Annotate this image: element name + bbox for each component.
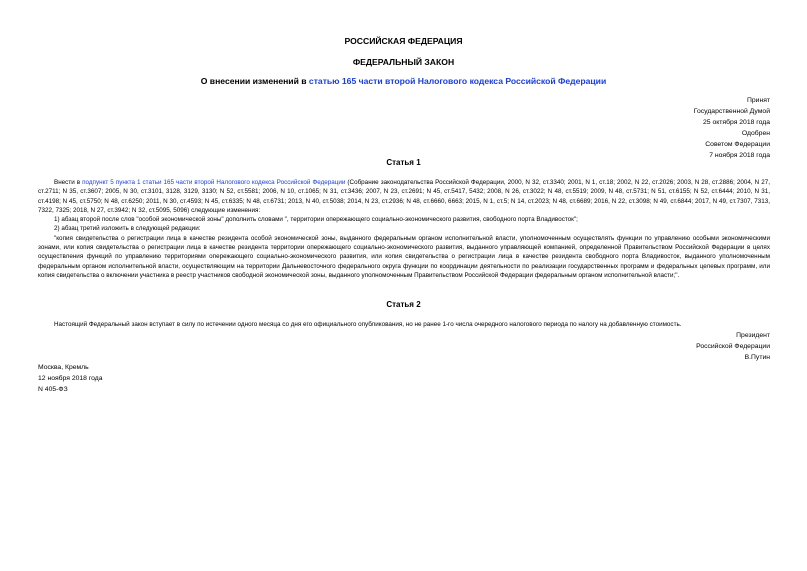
article-1-body xyxy=(38,178,770,280)
article-1-heading: Статья 1 xyxy=(386,158,421,167)
approved-label: Одобрен xyxy=(741,129,770,137)
adoption-block xyxy=(694,96,770,161)
article-1-item-2: 2) абзац третий изложить в следующей редакции: xyxy=(54,225,201,233)
signature-block xyxy=(696,330,770,363)
signature-name: В.Путин xyxy=(744,354,770,361)
accepted-by: Государственной Думой xyxy=(693,107,770,115)
law-type-heading: ФЕДЕРАЛЬНЫЙ ЗАКОН xyxy=(352,57,455,67)
law-number: N 405-ФЗ xyxy=(38,386,68,393)
article-2-body xyxy=(38,320,770,329)
signature-country: Российской Федерации xyxy=(696,343,770,350)
article-1-intro-rest: (Собрание законодательства Российской Федерации, 2000, N 32, ст.3340; 2001, N 1, ст.18; 2002, N 22, ст.2026; 2003, N 28, ст.2886; 2004, N 27, ст.2711; N 35, ст.3607; 2005, N 30, ст.3101, 3128, 3129, 3130; N 52, ст.5581; 2006, N 10, ст.1065; N 31, ст.3436; 2007, N 23, ст.2691; N 45, ст.5417, 5432; 2008, N 26, ст.3022; N 48, ст.5519; 2009, N 48, ст.5731; N 51, ст.6155; N 52, ст.6444; 2010, N 31, ст.4198; N 45, ст.5750; N 48, ст.6250; 2011, N 30, ст.4593; N 45, ст.6335; N 48, ст.6731; 2013, N 40, ст.5038; 2014, N 23, ст.2936; N 48, ст.6660, 6663; 2015, N 1, ст.5; N 14, ст.2023; N 48, ст.6689; 2016, N 22, ст.3098; N 49, ст.6844; 2017, N 49, ст.7307, 7313, 7322, 7325; 2018, N 27, ст.3942; N 32, ст.5095, 5096) следующие изменения: xyxy=(38,179,770,214)
accepted-date: 25 октября 2018 года xyxy=(703,118,770,126)
law-title-link[interactable]: статью 165 части второй Налогового кодекса Российской Федерации xyxy=(308,76,607,86)
place-date: 12 ноября 2018 года xyxy=(38,375,103,382)
article-2-text: Настоящий Федеральный закон вступает в силу по истечении одного месяца со дня его официального опубликования, но не ранее 1-го числа очередного налогового периода по налогу на добавленную стоимость. xyxy=(54,321,682,328)
law-title-prefix: О внесении изменений в xyxy=(200,76,309,86)
approved-by: Советом Федерации xyxy=(705,140,770,148)
accepted-label: Принят xyxy=(746,97,770,104)
article-1-intro-prefix: Внести в xyxy=(54,179,83,186)
country-heading: РОССИЙСКАЯ ФЕДЕРАЦИЯ xyxy=(344,36,463,46)
article-2-heading: Статья 2 xyxy=(386,300,421,309)
article-1-item-1: 1) абзац второй после слов "особой экономической зоны" дополнить словами ", территории опережающего социально-экономического развития, свободного порта Владивосток"; xyxy=(54,216,578,224)
article-1-intro xyxy=(38,178,770,215)
law-title xyxy=(0,76,807,86)
article-1-quote: "копия свидетельства о регистрации лица в качестве резидента особой экономической зоны, выданного федеральным органом исполнительной власти, уполномоченным осуществлять функции по управлению особыми экономическими зонами, или копия свидетельства о регистрации лица в качестве резидента территории опережающего социально-экономического развития, выданного управляющей компанией, определенной Правительством Российской Федерации в целях осуществления функций по управлению территориями опережающего социально-экономического развития, или копия свидетельства о регистрации лица в качестве резидента свободного порта Владивосток, выданного уполномоченным федеральным органом исполнительной власти, осуществляющим на территории Дальневосточного федерального округа функции по координации деятельности по реализации государственных программ и федеральных целевых программ, или копия свидетельства о включении участника в реестр участников свободной экономической зоны, выданного уполномоченным Правительством Российской Федерации федеральным органом исполнительной власти;". xyxy=(38,234,770,279)
place-city: Москва, Кремль xyxy=(38,364,89,371)
signature-role: Президент xyxy=(736,332,770,339)
article-1-intro-link[interactable]: подпункт 5 пункта 1 статьи 165 части второй Налогового кодекса Российской Федерации xyxy=(82,179,346,186)
place-date-block xyxy=(38,362,103,395)
approved-date: 7 ноября 2018 года xyxy=(709,151,770,159)
